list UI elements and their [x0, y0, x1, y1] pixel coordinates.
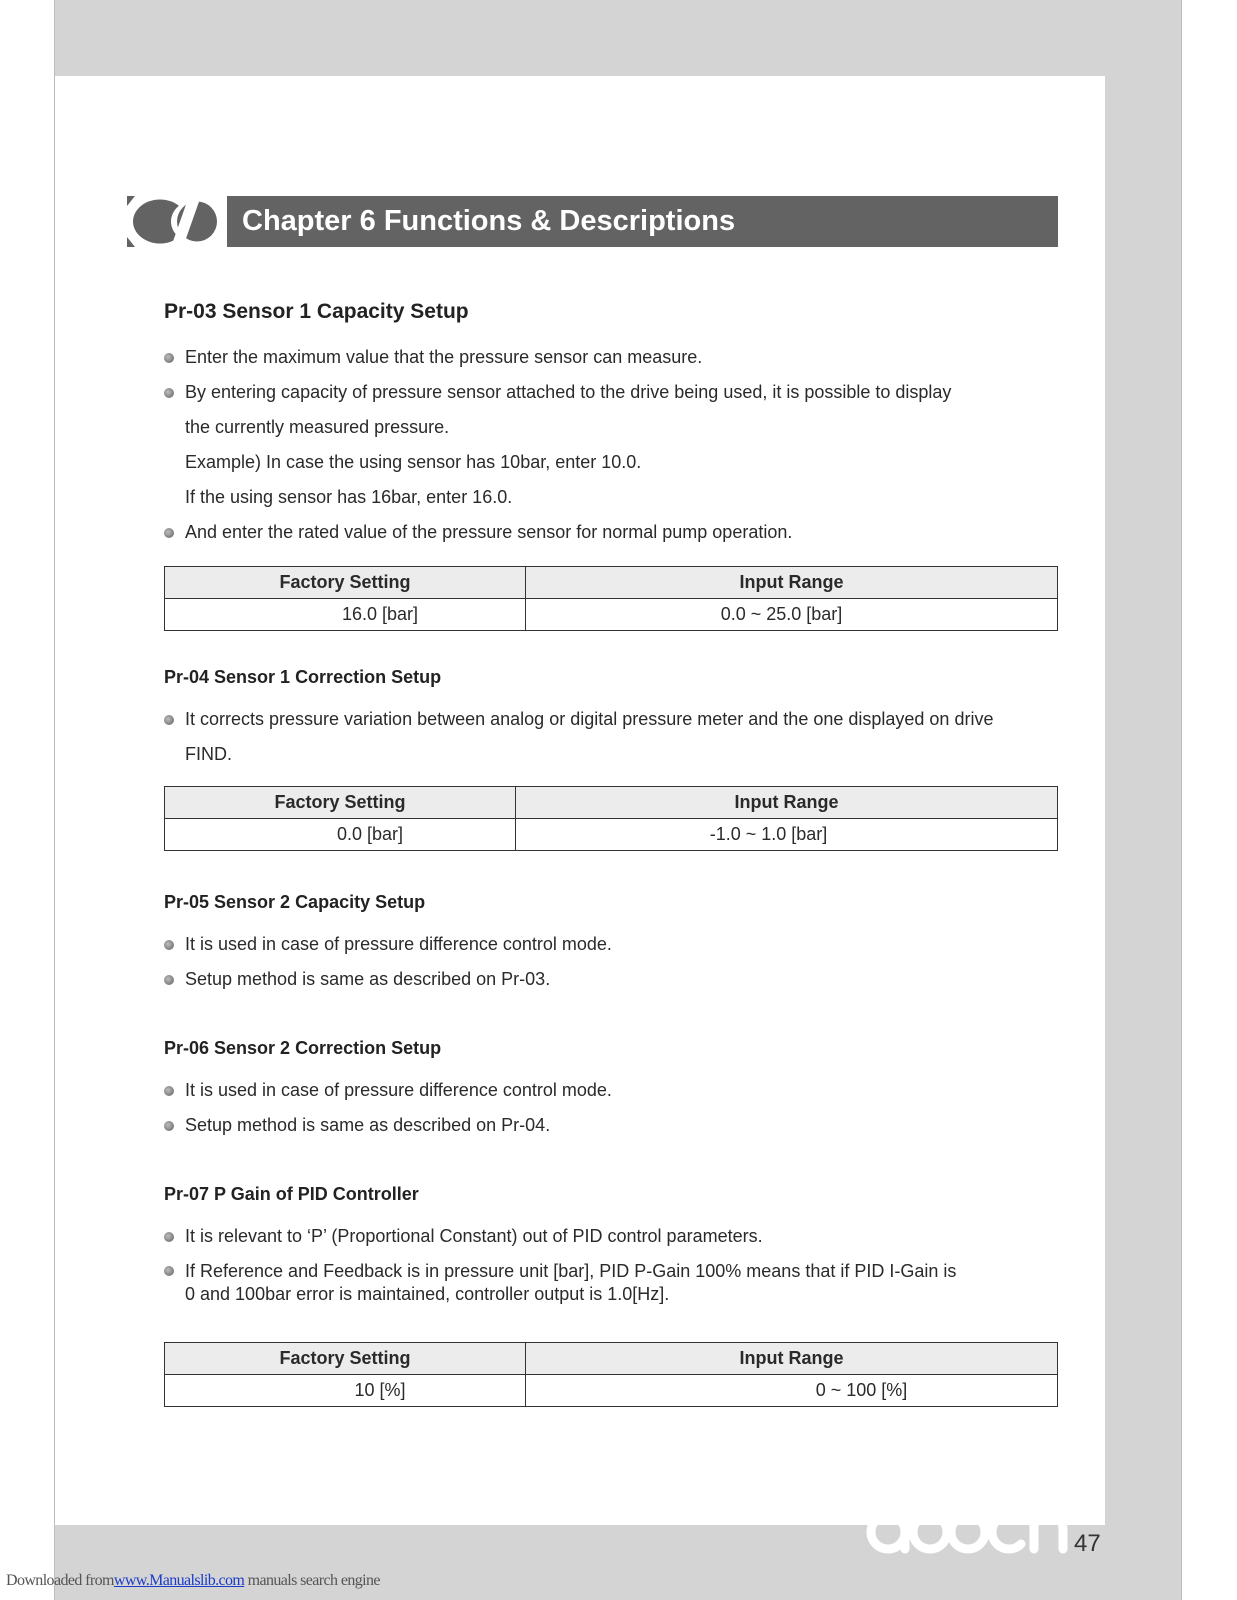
settings-table-pr03 [164, 566, 1058, 631]
bullet-item [164, 927, 1058, 962]
header-input-range: Input Range [516, 787, 1058, 819]
bullet-text: By entering capacity of pressure sensor attached to the drive being used, it is possible to display [185, 382, 952, 402]
footer-prefix: Downloaded from [6, 1572, 114, 1589]
bullet-text: It corrects pressure variation between analog or digital pressure meter and the one displayed on drive [185, 709, 994, 729]
input-range-value: -1.0 ~ 1.0 [bar] [516, 819, 1058, 851]
bullet-icon [164, 975, 174, 985]
bullet-text: It is relevant to ‘P’ (Proportional Constant) out of PID control parameters. [185, 1226, 763, 1246]
factory-setting-value: 0.0 [bar] [165, 819, 516, 851]
header-factory-setting: Factory Setting [165, 787, 516, 819]
section-title-pr03: Pr-03 Sensor 1 Capacity Setup [164, 300, 469, 323]
main-content [164, 300, 1058, 1407]
bullet-item [164, 1108, 1058, 1143]
factory-setting-value: 10 [%] [165, 1375, 526, 1407]
header-factory-setting: Factory Setting [165, 1343, 526, 1375]
input-range-value: 0.0 ~ 25.0 [bar] [526, 599, 1058, 631]
bullet-text: Enter the maximum value that the pressure sensor can measure. [185, 347, 703, 367]
chapter-logo-icon [127, 196, 227, 247]
table-row [165, 599, 1058, 631]
bullet-icon [164, 528, 174, 538]
bullet-icon [164, 353, 174, 363]
section-title-pr07: Pr-07 P Gain of PID Controller [164, 1184, 419, 1204]
dooch-logo [864, 1490, 1074, 1560]
bullet-item [164, 962, 1058, 997]
table-header-row [165, 567, 1058, 599]
bullet-item [164, 340, 1058, 375]
bullet-icon [164, 1266, 174, 1276]
section-title-pr05: Pr-05 Sensor 2 Capacity Setup [164, 892, 426, 912]
page-right-border [1181, 0, 1182, 1600]
page-right-margin [1105, 0, 1182, 1600]
input-range-value: 0 ~ 100 [%] [526, 1375, 1058, 1407]
bullet-item [164, 1254, 1058, 1312]
bullet-continuation: the currently measured pressure. [185, 417, 450, 437]
footer-suffix: manuals search engine [244, 1572, 380, 1589]
chapter-header-bar [127, 196, 1058, 247]
manualslib-link[interactable]: www.Manualslib.com [113, 1572, 245, 1589]
bullet-item [164, 1219, 1058, 1254]
bullet-item [164, 375, 1058, 410]
chapter-title: Chapter 6 Functions & Descriptions [242, 205, 736, 237]
bullet-icon [164, 1232, 174, 1242]
header-factory-setting: Factory Setting [165, 567, 526, 599]
bullet-continuation: 0 and 100bar error is maintained, controller output is 1.0[Hz]. [185, 1284, 670, 1304]
page-left-border [54, 0, 55, 1600]
bullet-item [164, 515, 1058, 550]
factory-setting-value: 16.0 [bar] [165, 599, 526, 631]
page-top-margin [54, 0, 1182, 76]
download-footer [6, 1572, 380, 1590]
bullet-icon [164, 940, 174, 950]
bullet-text: It is used in case of pressure difference control mode. [185, 934, 612, 954]
header-input-range: Input Range [526, 567, 1058, 599]
bullet-text: And enter the rated value of the pressure sensor for normal pump operation. [185, 522, 793, 542]
bullet-icon [164, 388, 174, 398]
bullet-item [164, 1073, 1058, 1108]
page-number: 47 [1074, 1530, 1101, 1557]
table-header-row [165, 1343, 1058, 1375]
example-line: Example) In case the using sensor has 10bar, enter 10.0. [185, 452, 642, 472]
bullet-text: If Reference and Feedback is in pressure unit [bar], PID P-Gain 100% means that if PID I-Gain is [185, 1261, 957, 1281]
section-title-pr04: Pr-04 Sensor 1 Correction Setup [164, 667, 442, 687]
bullet-icon [164, 715, 174, 725]
bullet-icon [164, 1086, 174, 1096]
bullet-continuation: FIND. [185, 744, 232, 764]
table-row [165, 1375, 1058, 1407]
bullet-icon [164, 1121, 174, 1131]
bullet-text: Setup method is same as described on Pr-03. [185, 969, 551, 989]
settings-table-pr04 [164, 786, 1058, 851]
header-input-range: Input Range [526, 1343, 1058, 1375]
bullet-text: It is used in case of pressure difference control mode. [185, 1080, 612, 1100]
table-row [165, 819, 1058, 851]
bullet-item [164, 702, 1058, 737]
bullet-text: Setup method is same as described on Pr-04. [185, 1115, 551, 1135]
settings-table-pr07 [164, 1342, 1058, 1407]
section-title-pr06: Pr-06 Sensor 2 Correction Setup [164, 1038, 442, 1058]
table-header-row [165, 787, 1058, 819]
example-line: If the using sensor has 16bar, enter 16.0. [185, 487, 513, 507]
